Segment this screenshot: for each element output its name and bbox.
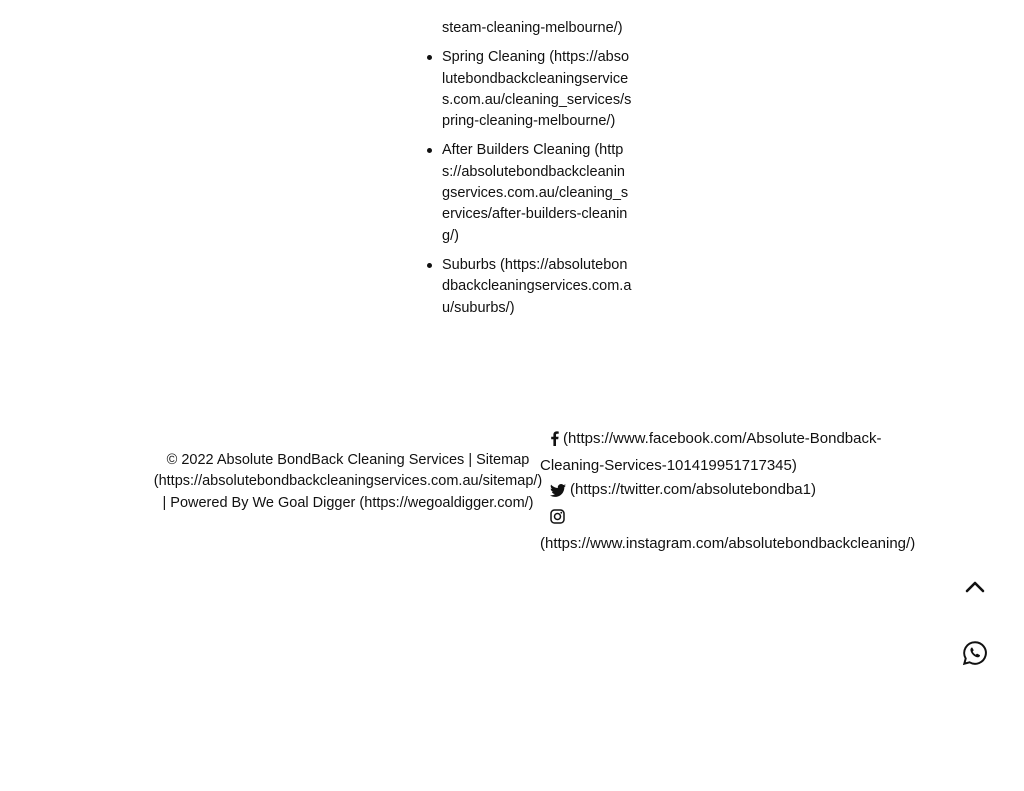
list-item[interactable] (442, 18, 632, 39)
list-item[interactable] (442, 255, 632, 319)
powered-by-link[interactable] (253, 495, 534, 511)
chevron-up-icon (965, 581, 985, 593)
service-label: After Builders Cleaning (442, 142, 591, 159)
services-list (418, 18, 632, 327)
sitemap-label: Sitemap (476, 452, 530, 468)
service-link-steam-cleaning-tail[interactable]: steam-cleaning-melbourne/) (442, 20, 623, 36)
powered-by-label: We Goal Digger (252, 494, 356, 511)
powered-by-url: (https://wegoaldigger.com/) (359, 494, 534, 511)
copyright-text: © 2022 Absolute BondBack Cleaning Services | (166, 452, 473, 468)
social-links (540, 427, 940, 556)
service-link-after-builders-cleaning[interactable] (442, 142, 628, 243)
service-link-spring-cleaning[interactable] (442, 49, 631, 129)
twitter-url: (https://twitter.com/absolutebondba1) (570, 481, 816, 498)
twitter-icon (550, 481, 566, 505)
list-item[interactable] (442, 140, 632, 246)
instagram-icon (550, 508, 565, 532)
sitemap-url: (https://absolutebondbackcleaningservices.com.au/sitemap/) (153, 473, 543, 490)
footer-copyright (150, 450, 546, 514)
service-label: Suburbs (442, 256, 497, 273)
whatsapp-button[interactable] (960, 638, 990, 668)
instagram-url: (https://www.instagram.com/absolutebondbackcleaning/) (540, 535, 916, 552)
list-item[interactable] (442, 47, 632, 132)
service-label: Spring Cleaning (442, 49, 546, 66)
facebook-link[interactable] (540, 427, 940, 478)
service-link-suburbs[interactable] (442, 257, 631, 316)
scroll-to-top-button[interactable] (960, 572, 990, 602)
whatsapp-icon (962, 640, 988, 666)
service-url: (https://absolutebondbackcleaningservices.com.au/cleaning_services/spring-cleaning-melbourne/) (442, 49, 632, 130)
powered-by-text: | Powered By (162, 494, 249, 511)
service-url: (https://absolutebondbackcleaningservices.com.au/cleaning_services/after-builders-cleaning/) (442, 142, 629, 244)
facebook-icon (550, 430, 559, 454)
service-url: (https://absolutebondbackcleaningservices.com.au/suburbs/) (442, 256, 632, 316)
twitter-link[interactable] (540, 478, 940, 505)
instagram-link[interactable] (540, 505, 940, 556)
facebook-url: (https://www.facebook.com/Absolute-Bondback-Cleaning-Services-101419951717345) (540, 430, 882, 474)
